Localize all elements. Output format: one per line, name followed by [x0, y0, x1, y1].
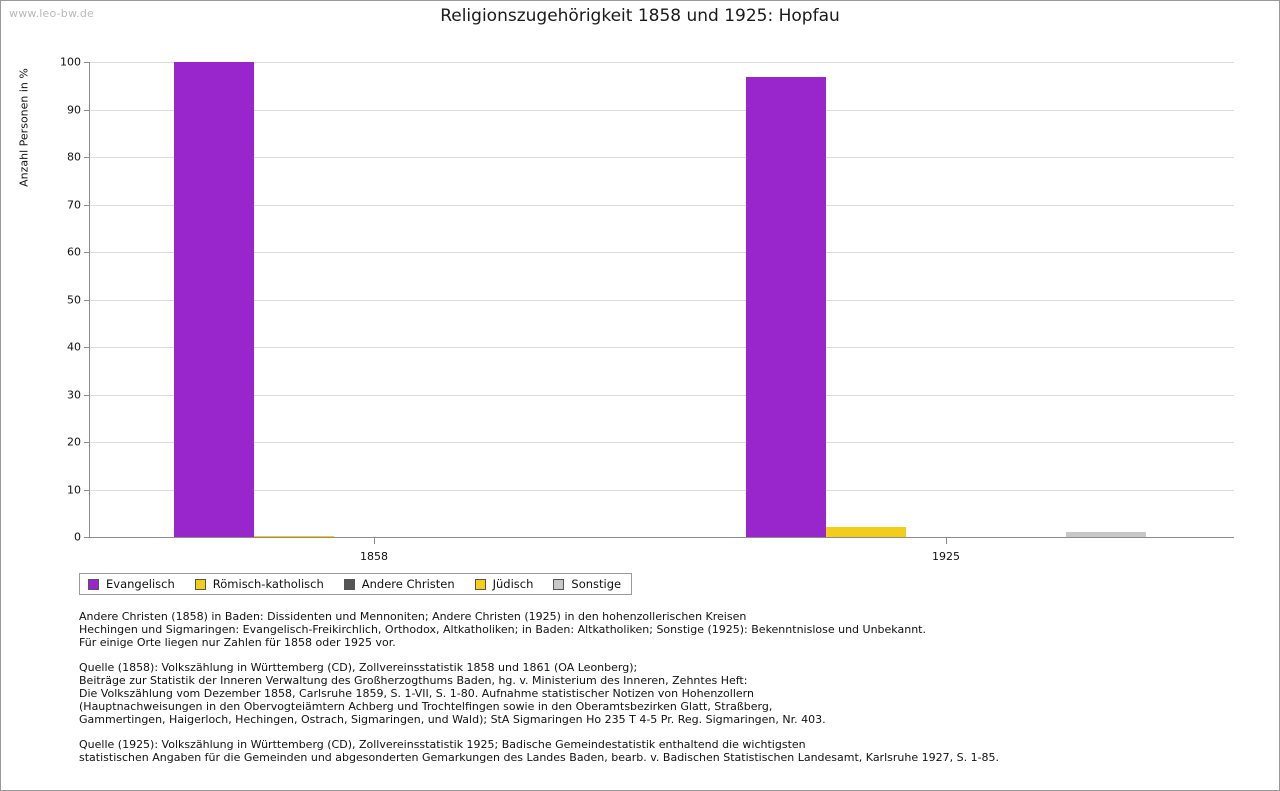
footnotes: [79, 610, 1239, 764]
legend-item-r-misch-katholisch[interactable]: [195, 577, 324, 591]
y-tick-label: 20: [67, 435, 81, 449]
y-tick-mark: [84, 395, 90, 396]
y-tick-label: 80: [67, 150, 81, 164]
x-tick-mark: [946, 538, 947, 544]
footnote-line: Quelle (1925): Volkszählung in Württemberg (CD), Zollvereinsstatistik 1925; Badische Gemeindestatistik enthaltend die wichtigsten: [79, 737, 806, 751]
legend-item-sonstige[interactable]: [553, 577, 621, 591]
y-tick-label: 40: [67, 340, 81, 354]
y-tick-mark: [84, 490, 90, 491]
legend: [79, 573, 632, 595]
watermark-leo-bw: www.leo-bw.de: [9, 7, 95, 20]
x-tick-mark: [374, 538, 375, 544]
y-tick-mark: [84, 62, 90, 63]
y-tick-mark: [84, 110, 90, 111]
legend-label: Evangelisch: [106, 577, 175, 591]
y-tick-label: 50: [67, 293, 81, 306]
legend-item-j-disch[interactable]: [475, 577, 534, 591]
footnote-line: Die Volkszählung vom Dezember 1858, Carlsruhe 1859, S. 1-VII, S. 1-80. Aufnahme statistischer Notizen von Hohenzollern: [79, 687, 754, 701]
gridline: [90, 442, 1234, 443]
legend-swatch-icon: [88, 579, 99, 590]
legend-item-andere-christen[interactable]: [344, 577, 455, 591]
legend-swatch-icon: [344, 579, 355, 590]
footnote-line: Gammertingen, Haigerloch, Hechingen, Ostrach, Sigmaringen, und Wald); StA Sigmaringen Ho 235 T 4-5 Pr. Reg. Sigmaringen, Nr. 403.: [79, 713, 826, 727]
footnote-line: Quelle (1858): Volkszählung in Württemberg (CD), Zollvereinsstatistik 1858 und 1861 (OA Leonberg);: [79, 660, 638, 674]
bar-1925-r-misch-katholisch: [826, 527, 906, 537]
bar-1925-evangelisch: [746, 77, 826, 537]
gridline: [90, 252, 1234, 253]
x-tick-label-1925: 1925: [932, 550, 960, 563]
gridline: [90, 157, 1234, 158]
gridline: [90, 347, 1234, 348]
bar-1858-r-misch-katholisch: [254, 536, 334, 537]
legend-label: Sonstige: [571, 577, 622, 591]
y-tick-label: 0: [74, 530, 81, 544]
footnote-line: Für einige Orte liegen nur Zahlen für 1858 oder 1925 vor.: [79, 636, 396, 650]
y-tick-mark: [84, 252, 90, 253]
gridline: [90, 490, 1234, 491]
y-tick-label: 70: [67, 198, 81, 211]
footnote-line: Beiträge zur Statistik der Inneren Verwaltung des Großherzogthums Baden, hg. v. Ministerium des Inneren, Zehntes Heft:: [79, 673, 748, 687]
legend-label: Römisch-katholisch: [212, 577, 324, 591]
y-tick-label: 30: [67, 388, 81, 401]
y-tick-mark: [84, 157, 90, 158]
y-tick-label: 10: [67, 483, 81, 496]
footnote-block-3: [79, 738, 1239, 764]
x-tick-label-1858: 1858: [360, 550, 388, 563]
y-tick-mark: [84, 537, 90, 538]
legend-swatch-icon: [553, 579, 564, 590]
bar-1858-evangelisch: [174, 62, 254, 537]
legend-swatch-icon: [195, 579, 206, 590]
gridline: [90, 205, 1234, 206]
y-tick-label: 100: [60, 55, 81, 69]
y-tick-mark: [84, 300, 90, 301]
gridline: [90, 110, 1234, 111]
gridline: [90, 395, 1234, 396]
footnote-line: Hechingen und Sigmaringen: Evangelisch-Freikirchlich, Orthodox, Altkatholiken; in Baden: Altkatholiken; Sonstige (1925): Bekenntnislose und Unbekannt.: [79, 623, 926, 637]
plot-area: [60, 55, 1234, 563]
gridline: [90, 300, 1234, 301]
y-axis-label: Anzahl Personen in %: [17, 68, 31, 187]
footnote-line: Andere Christen (1858) in Baden: Dissidenten und Mennoniten; Andere Christen (1925) in den hohenzollerischen Kreisen: [79, 610, 747, 623]
footnote-line: statistischen Angaben für die Gemeinden und abgesonderten Gemarkungen des Landes Baden, bearb. v. Badischen Statistischen Landesamt, Karlsruhe 1927, S. 1-85.: [79, 750, 1000, 764]
y-tick-mark: [84, 347, 90, 348]
footnote-block-2: [79, 661, 1239, 727]
y-tick-mark: [84, 205, 90, 206]
gridline: [90, 62, 1234, 63]
footnote-line: (Hauptnachweisungen in den Obervogteiämtern Achberg und Trochtelfingen sowie in den Oberamtsbezirken Glatt, Straßberg,: [79, 700, 773, 714]
legend-item-evangelisch[interactable]: [88, 577, 175, 591]
legend-label: Jüdisch: [492, 577, 534, 591]
legend-swatch-icon: [475, 579, 486, 590]
footnote-block-1: [79, 610, 1239, 650]
bar-1925-sonstige: [1066, 532, 1146, 537]
y-tick-label: 60: [67, 245, 81, 259]
y-tick-mark: [84, 442, 90, 443]
page-title: Religionszugehörigkeit 1858 und 1925: Hopfau: [440, 6, 840, 26]
y-tick-label: 90: [67, 103, 81, 116]
legend-label: Andere Christen: [361, 577, 455, 591]
